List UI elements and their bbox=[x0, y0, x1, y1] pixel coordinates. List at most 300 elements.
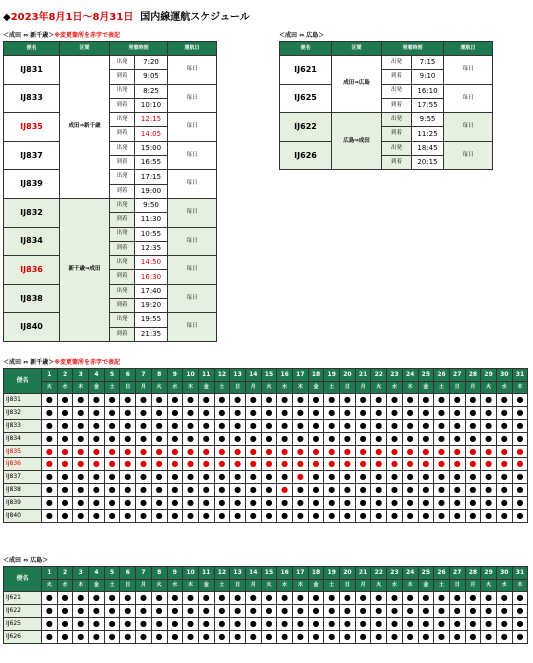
operation-dot: ● bbox=[512, 394, 528, 407]
operation-dot: ● bbox=[496, 394, 512, 407]
weekday: 月 bbox=[245, 580, 261, 592]
weekday: 金 bbox=[198, 580, 214, 592]
kind-label: 到着 bbox=[110, 270, 135, 284]
day-number: 11 bbox=[198, 369, 214, 382]
operation-dot: ● bbox=[324, 458, 340, 471]
operation-dot: ● bbox=[512, 445, 528, 458]
weekday: 水 bbox=[496, 580, 512, 592]
operation-dot: ● bbox=[355, 406, 371, 419]
day-number: 6 bbox=[120, 567, 136, 580]
operation-dot: ● bbox=[465, 617, 481, 630]
operation-dot: ● bbox=[387, 510, 403, 523]
schedule-row bbox=[4, 227, 217, 241]
operation-dot: ● bbox=[151, 497, 167, 510]
operation-dot: ● bbox=[104, 604, 120, 617]
operation-dot: ● bbox=[198, 617, 214, 630]
operation-dot: ● bbox=[245, 484, 261, 497]
operation-days: 毎日 bbox=[168, 313, 217, 342]
operation-dot: ● bbox=[261, 458, 277, 471]
chitose-schedule-table bbox=[3, 41, 217, 342]
day-number: 18 bbox=[308, 567, 324, 580]
operation-dot: ● bbox=[230, 592, 246, 605]
operation-dot: ● bbox=[183, 497, 199, 510]
operation-dot: ● bbox=[465, 406, 481, 419]
operation-dot: ● bbox=[481, 394, 497, 407]
header-flight: 便名 bbox=[280, 42, 332, 56]
operation-dot: ● bbox=[136, 406, 152, 419]
operation-dot: ● bbox=[104, 510, 120, 523]
weekday: 金 bbox=[418, 580, 434, 592]
departure-time: 19:55 bbox=[135, 313, 168, 327]
day-number: 26 bbox=[434, 369, 450, 382]
weekday: 火 bbox=[371, 580, 387, 592]
operation-dot: ● bbox=[434, 471, 450, 484]
calendar-row bbox=[4, 394, 528, 407]
kind-label: 到着 bbox=[110, 299, 135, 313]
kind-label: 出発 bbox=[110, 84, 135, 98]
operation-dot: ● bbox=[387, 497, 403, 510]
day-number: 25 bbox=[418, 369, 434, 382]
operation-dot: ● bbox=[340, 445, 356, 458]
day-number: 8 bbox=[151, 567, 167, 580]
header-time: 発着時刻 bbox=[110, 42, 168, 56]
operation-dot: ● bbox=[465, 630, 481, 643]
operation-dot: ● bbox=[73, 458, 89, 471]
operation-dot: ● bbox=[57, 445, 73, 458]
arrival-time: 21:35 bbox=[135, 327, 168, 341]
operation-dot: ● bbox=[496, 406, 512, 419]
operation-dot: ● bbox=[481, 419, 497, 432]
weekday: 火 bbox=[371, 382, 387, 394]
operation-dot: ● bbox=[324, 471, 340, 484]
operation-dot: ● bbox=[449, 471, 465, 484]
operation-dot: ● bbox=[151, 592, 167, 605]
operation-dot: ● bbox=[496, 617, 512, 630]
operation-dot: ● bbox=[277, 484, 293, 497]
weekday: 木 bbox=[183, 382, 199, 394]
operation-dot: ● bbox=[261, 604, 277, 617]
operation-dot: ● bbox=[104, 394, 120, 407]
operation-dot: ● bbox=[57, 630, 73, 643]
operation-dot: ● bbox=[308, 604, 324, 617]
operation-dot: ● bbox=[183, 458, 199, 471]
weekday: 水 bbox=[57, 382, 73, 394]
operation-dot: ● bbox=[198, 484, 214, 497]
weekday: 土 bbox=[434, 382, 450, 394]
operation-dot: ● bbox=[151, 510, 167, 523]
operation-dot: ● bbox=[57, 394, 73, 407]
weekday: 土 bbox=[214, 580, 230, 592]
operation-dot: ● bbox=[167, 604, 183, 617]
operation-dot: ● bbox=[230, 604, 246, 617]
weekday: 水 bbox=[277, 580, 293, 592]
operation-dot: ● bbox=[434, 497, 450, 510]
kind-label: 出発 bbox=[110, 56, 135, 70]
operation-dot: ● bbox=[42, 484, 58, 497]
weekday: 金 bbox=[89, 382, 105, 394]
operation-dot: ● bbox=[198, 406, 214, 419]
flight-number: IJ833 bbox=[4, 84, 60, 113]
operation-dot: ● bbox=[151, 630, 167, 643]
kind-label: 出発 bbox=[382, 56, 412, 70]
operation-dot: ● bbox=[261, 592, 277, 605]
day-number: 23 bbox=[387, 369, 403, 382]
operation-dot: ● bbox=[481, 484, 497, 497]
arrival-time: 16:55 bbox=[135, 156, 168, 170]
operation-dot: ● bbox=[512, 484, 528, 497]
operation-dot: ● bbox=[198, 419, 214, 432]
operation-dot: ● bbox=[277, 419, 293, 432]
weekday: 木 bbox=[293, 580, 309, 592]
kind-label: 出発 bbox=[110, 227, 135, 241]
departure-time: 9:55 bbox=[412, 113, 444, 127]
operation-dot: ● bbox=[324, 497, 340, 510]
operation-days: 毎日 bbox=[168, 84, 217, 113]
operation-days: 毎日 bbox=[168, 227, 217, 256]
operation-dot: ● bbox=[449, 510, 465, 523]
header-route: 区間 bbox=[332, 42, 382, 56]
operation-dot: ● bbox=[73, 445, 89, 458]
operation-dot: ● bbox=[136, 471, 152, 484]
operation-dot: ● bbox=[481, 406, 497, 419]
day-number: 22 bbox=[371, 369, 387, 382]
operation-dot: ● bbox=[198, 432, 214, 445]
operation-dot: ● bbox=[355, 630, 371, 643]
operation-dot: ● bbox=[104, 458, 120, 471]
hiroshima-calendar-table bbox=[3, 566, 528, 644]
schedule-row bbox=[4, 284, 217, 298]
calendar-row bbox=[4, 471, 528, 484]
arrival-time: 11:30 bbox=[135, 213, 168, 227]
operation-dot: ● bbox=[293, 432, 309, 445]
operation-dot: ● bbox=[355, 510, 371, 523]
operation-dot: ● bbox=[418, 471, 434, 484]
operation-dot: ● bbox=[371, 458, 387, 471]
day-number: 7 bbox=[136, 567, 152, 580]
operation-dot: ● bbox=[214, 419, 230, 432]
operation-dot: ● bbox=[324, 484, 340, 497]
weekday: 火 bbox=[481, 382, 497, 394]
operation-dot: ● bbox=[42, 419, 58, 432]
operation-dot: ● bbox=[167, 471, 183, 484]
operation-dot: ● bbox=[340, 592, 356, 605]
schedule-row bbox=[280, 56, 493, 70]
operation-dot: ● bbox=[402, 617, 418, 630]
operation-dot: ● bbox=[277, 471, 293, 484]
operation-dot: ● bbox=[136, 484, 152, 497]
operation-dot: ● bbox=[167, 484, 183, 497]
schedule-row bbox=[4, 56, 217, 70]
flight-number: IJ839 bbox=[4, 170, 60, 199]
operation-dot: ● bbox=[230, 630, 246, 643]
weekday: 月 bbox=[465, 382, 481, 394]
operation-days: 毎日 bbox=[444, 56, 493, 85]
operation-dot: ● bbox=[355, 617, 371, 630]
operation-dot: ● bbox=[183, 445, 199, 458]
operation-dot: ● bbox=[42, 604, 58, 617]
operation-dot: ● bbox=[512, 419, 528, 432]
operation-dot: ● bbox=[465, 592, 481, 605]
operation-days: 毎日 bbox=[168, 113, 217, 142]
calendar-row bbox=[4, 432, 528, 445]
day-number: 15 bbox=[261, 369, 277, 382]
header-time: 発着時刻 bbox=[382, 42, 444, 56]
operation-dot: ● bbox=[261, 432, 277, 445]
operation-dot: ● bbox=[151, 394, 167, 407]
operation-dot: ● bbox=[418, 497, 434, 510]
operation-dot: ● bbox=[245, 604, 261, 617]
operation-dot: ● bbox=[277, 497, 293, 510]
operation-dot: ● bbox=[371, 497, 387, 510]
kind-label: 到着 bbox=[110, 70, 135, 84]
kind-label: 出発 bbox=[382, 84, 412, 98]
flight-number: IJ840 bbox=[4, 510, 42, 523]
operation-dot: ● bbox=[104, 471, 120, 484]
operation-dot: ● bbox=[481, 445, 497, 458]
operation-dot: ● bbox=[481, 592, 497, 605]
weekday: 水 bbox=[57, 580, 73, 592]
operation-dot: ● bbox=[449, 484, 465, 497]
operation-dot: ● bbox=[136, 432, 152, 445]
weekday: 月 bbox=[465, 580, 481, 592]
operation-dot: ● bbox=[371, 394, 387, 407]
calendar-row bbox=[4, 445, 528, 458]
operation-dot: ● bbox=[183, 419, 199, 432]
day-number: 1 bbox=[42, 369, 58, 382]
operation-days: 毎日 bbox=[168, 141, 217, 170]
operation-dot: ● bbox=[167, 445, 183, 458]
operation-dot: ● bbox=[261, 419, 277, 432]
weekday: 日 bbox=[230, 382, 246, 394]
kind-label: 到着 bbox=[110, 241, 135, 255]
operation-dot: ● bbox=[512, 630, 528, 643]
operation-dot: ● bbox=[245, 510, 261, 523]
day-number: 21 bbox=[355, 567, 371, 580]
day-number: 14 bbox=[245, 369, 261, 382]
weekday: 水 bbox=[167, 580, 183, 592]
operation-dot: ● bbox=[183, 484, 199, 497]
arrival-time: 16:30 bbox=[135, 270, 168, 284]
operation-dot: ● bbox=[481, 497, 497, 510]
schedule-row bbox=[280, 113, 493, 127]
operation-dot: ● bbox=[324, 617, 340, 630]
route-label: 新千歳⇒成田 bbox=[60, 198, 110, 341]
section-heading-hiroshima bbox=[279, 30, 324, 39]
operation-dot: ● bbox=[418, 630, 434, 643]
operation-dot: ● bbox=[434, 592, 450, 605]
operation-dot: ● bbox=[167, 432, 183, 445]
day-number: 2 bbox=[57, 567, 73, 580]
operation-dot: ● bbox=[371, 510, 387, 523]
operation-dot: ● bbox=[151, 406, 167, 419]
arrival-time: 20:15 bbox=[412, 156, 444, 170]
operation-dot: ● bbox=[434, 394, 450, 407]
day-number: 13 bbox=[230, 567, 246, 580]
operation-dot: ● bbox=[183, 604, 199, 617]
section-label: ＜成田 ⇔ 新千歳＞ bbox=[3, 359, 55, 366]
operation-dot: ● bbox=[308, 471, 324, 484]
operation-dot: ● bbox=[230, 445, 246, 458]
operation-dot: ● bbox=[42, 497, 58, 510]
day-number: 17 bbox=[293, 567, 309, 580]
day-number: 15 bbox=[261, 567, 277, 580]
operation-dot: ● bbox=[308, 484, 324, 497]
operation-dot: ● bbox=[104, 592, 120, 605]
operation-dot: ● bbox=[418, 510, 434, 523]
operation-dot: ● bbox=[293, 394, 309, 407]
operation-dot: ● bbox=[293, 445, 309, 458]
operation-dot: ● bbox=[449, 604, 465, 617]
departure-time: 12:15 bbox=[135, 113, 168, 127]
kind-label: 出発 bbox=[110, 284, 135, 298]
weekday: 日 bbox=[340, 382, 356, 394]
operation-dot: ● bbox=[167, 419, 183, 432]
flight-number: IJ839 bbox=[4, 497, 42, 510]
operation-days: 毎日 bbox=[444, 113, 493, 142]
weekday: 火 bbox=[261, 382, 277, 394]
operation-dot: ● bbox=[136, 419, 152, 432]
operation-dot: ● bbox=[230, 497, 246, 510]
day-number: 5 bbox=[104, 567, 120, 580]
operation-dot: ● bbox=[277, 592, 293, 605]
operation-dot: ● bbox=[402, 458, 418, 471]
operation-dot: ● bbox=[449, 497, 465, 510]
operation-dot: ● bbox=[449, 419, 465, 432]
operation-dot: ● bbox=[277, 458, 293, 471]
operation-dot: ● bbox=[151, 458, 167, 471]
operation-dot: ● bbox=[402, 471, 418, 484]
flight-number: IJ835 bbox=[4, 113, 60, 142]
operation-dot: ● bbox=[512, 406, 528, 419]
day-number: 17 bbox=[293, 369, 309, 382]
operation-dot: ● bbox=[120, 394, 136, 407]
operation-dot: ● bbox=[418, 604, 434, 617]
operation-dot: ● bbox=[340, 497, 356, 510]
operation-dot: ● bbox=[324, 419, 340, 432]
operation-dot: ● bbox=[418, 458, 434, 471]
change-note: ※変更箇所を赤字で表記 bbox=[54, 32, 121, 39]
day-number: 19 bbox=[324, 369, 340, 382]
arrival-time: 11:25 bbox=[412, 127, 444, 141]
weekday: 月 bbox=[355, 382, 371, 394]
calendar-row bbox=[4, 458, 528, 471]
operation-dot: ● bbox=[293, 510, 309, 523]
operation-dot: ● bbox=[355, 592, 371, 605]
departure-time: 15:00 bbox=[135, 141, 168, 155]
operation-dot: ● bbox=[89, 510, 105, 523]
kind-label: 到着 bbox=[110, 213, 135, 227]
arrival-time: 9:05 bbox=[135, 70, 168, 84]
operation-days: 毎日 bbox=[168, 256, 217, 285]
kind-label: 到着 bbox=[110, 127, 135, 141]
weekday: 火 bbox=[151, 382, 167, 394]
operation-dot: ● bbox=[512, 471, 528, 484]
operation-dot: ● bbox=[324, 510, 340, 523]
operation-dot: ● bbox=[387, 394, 403, 407]
operation-dot: ● bbox=[387, 630, 403, 643]
operation-days: 毎日 bbox=[444, 84, 493, 113]
operation-dot: ● bbox=[167, 458, 183, 471]
operation-dot: ● bbox=[340, 419, 356, 432]
operation-dot: ● bbox=[89, 458, 105, 471]
operation-dot: ● bbox=[89, 630, 105, 643]
title-text: 国内線運航スケジュール bbox=[140, 12, 250, 23]
operation-dot: ● bbox=[230, 406, 246, 419]
weekday: 水 bbox=[387, 580, 403, 592]
operation-dot: ● bbox=[355, 471, 371, 484]
operation-dot: ● bbox=[136, 604, 152, 617]
operation-days: 毎日 bbox=[168, 284, 217, 313]
weekday: 月 bbox=[245, 382, 261, 394]
operation-dot: ● bbox=[293, 458, 309, 471]
operation-dot: ● bbox=[57, 604, 73, 617]
operation-dot: ● bbox=[402, 406, 418, 419]
operation-dot: ● bbox=[387, 445, 403, 458]
day-number: 10 bbox=[183, 369, 199, 382]
operation-dot: ● bbox=[89, 394, 105, 407]
weekday: 水 bbox=[387, 382, 403, 394]
calendar-row bbox=[4, 497, 528, 510]
operation-dot: ● bbox=[57, 497, 73, 510]
operation-dot: ● bbox=[261, 445, 277, 458]
change-note: ※変更箇所を赤字で表記 bbox=[54, 359, 121, 366]
day-number: 4 bbox=[89, 369, 105, 382]
operation-dot: ● bbox=[465, 484, 481, 497]
operation-dot: ● bbox=[214, 484, 230, 497]
weekday: 日 bbox=[449, 382, 465, 394]
operation-dot: ● bbox=[465, 419, 481, 432]
day-number: 20 bbox=[340, 369, 356, 382]
operation-dot: ● bbox=[183, 394, 199, 407]
flight-number: IJ622 bbox=[280, 113, 332, 142]
operation-dot: ● bbox=[89, 471, 105, 484]
operation-dot: ● bbox=[512, 617, 528, 630]
operation-dot: ● bbox=[449, 617, 465, 630]
day-number: 31 bbox=[512, 369, 528, 382]
operation-dot: ● bbox=[245, 458, 261, 471]
operation-dot: ● bbox=[120, 630, 136, 643]
day-number: 12 bbox=[214, 369, 230, 382]
operation-dot: ● bbox=[340, 394, 356, 407]
weekday: 木 bbox=[512, 580, 528, 592]
kind-label: 出発 bbox=[110, 256, 135, 270]
operation-dot: ● bbox=[481, 432, 497, 445]
flight-number: IJ831 bbox=[4, 56, 60, 85]
day-number: 4 bbox=[89, 567, 105, 580]
kind-label: 到着 bbox=[110, 184, 135, 198]
departure-time: 16:10 bbox=[412, 84, 444, 98]
kind-label: 到着 bbox=[382, 98, 412, 112]
operation-dot: ● bbox=[214, 432, 230, 445]
operation-dot: ● bbox=[73, 630, 89, 643]
weekday: 火 bbox=[151, 580, 167, 592]
operation-dot: ● bbox=[198, 471, 214, 484]
operation-dot: ● bbox=[449, 592, 465, 605]
day-number: 9 bbox=[167, 567, 183, 580]
operation-dot: ● bbox=[136, 394, 152, 407]
operation-dot: ● bbox=[57, 592, 73, 605]
operation-dot: ● bbox=[151, 617, 167, 630]
operation-dot: ● bbox=[89, 419, 105, 432]
operation-dot: ● bbox=[120, 445, 136, 458]
weekday: 土 bbox=[104, 580, 120, 592]
operation-dot: ● bbox=[245, 630, 261, 643]
operation-dot: ● bbox=[277, 604, 293, 617]
operation-dot: ● bbox=[198, 394, 214, 407]
operation-dot: ● bbox=[434, 510, 450, 523]
operation-dot: ● bbox=[496, 432, 512, 445]
operation-dot: ● bbox=[308, 406, 324, 419]
